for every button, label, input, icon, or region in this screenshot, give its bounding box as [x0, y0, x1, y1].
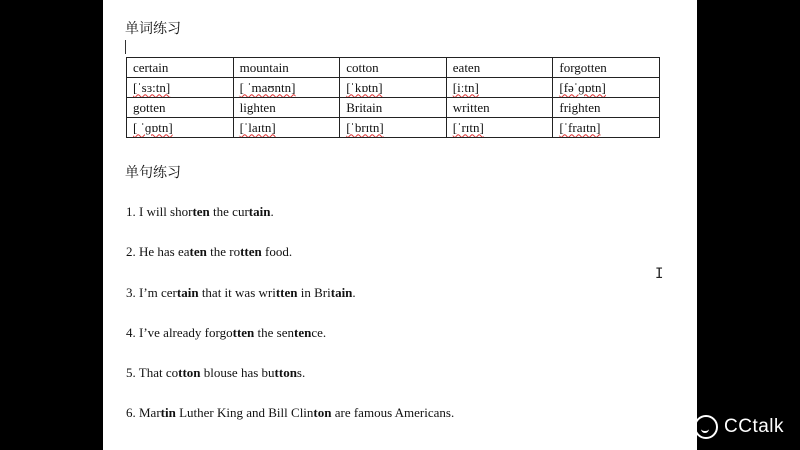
- bold-segment: ten: [294, 325, 312, 340]
- table-cell: [340, 58, 447, 78]
- vocab-heading: 单词练习: [125, 21, 181, 37]
- table-cell: [446, 58, 553, 78]
- text-segment: 1. I will shor: [126, 204, 193, 219]
- word-text: written: [452, 99, 490, 115]
- phonetic-text: [ˈrɪtn]: [452, 119, 484, 135]
- table-cell: [340, 98, 447, 118]
- cctalk-logo-text: CCtalk: [724, 416, 785, 437]
- table-cell: [127, 58, 234, 78]
- phonetic-text: [fəˈɡɒtn]: [559, 79, 606, 95]
- bold-segment: tton: [274, 365, 297, 380]
- table-cell: [446, 78, 553, 98]
- text-segment: .: [352, 285, 356, 300]
- word-text: mountain: [239, 59, 289, 75]
- bold-segment: ten: [192, 204, 210, 219]
- text-segment: the cur: [209, 204, 249, 219]
- table-cell: [340, 118, 447, 138]
- cctalk-watermark: [694, 411, 784, 443]
- phonetic-text: [ˈsɜ:tn]: [133, 79, 171, 95]
- bold-segment: ton: [313, 405, 332, 420]
- word-text: frighten: [559, 99, 601, 115]
- text-segment: that it was wri: [198, 285, 276, 300]
- word-text: gotten: [133, 99, 166, 115]
- vocab-table: [126, 57, 660, 138]
- bold-segment: ten: [189, 244, 207, 259]
- table-cell: [446, 118, 553, 138]
- table-row: [127, 58, 660, 78]
- table-cell: [233, 58, 340, 78]
- word-text: Britain: [346, 99, 383, 115]
- document-page[interactable]: [103, 0, 697, 450]
- table-row: [127, 78, 660, 98]
- phonetic-text: [ ˈɡɒtn]: [133, 119, 173, 135]
- sentence-line: [126, 244, 292, 260]
- sentence-line: [126, 365, 305, 381]
- word-text: eaten: [452, 59, 481, 75]
- bold-segment: tton: [178, 365, 201, 380]
- table-cell: [233, 118, 340, 138]
- bold-segment: tain: [248, 204, 271, 219]
- table-cell: [553, 58, 660, 78]
- table-row: [127, 98, 660, 118]
- cctalk-logo-icon: [694, 415, 718, 439]
- phonetic-text: [ˈbrɪtn]: [346, 119, 384, 135]
- sentence-line: [126, 204, 274, 220]
- text-segment: 5. That co: [126, 365, 179, 380]
- table-cell: [127, 78, 234, 98]
- table-row: [127, 118, 660, 138]
- phonetic-text: [ˈfraɪtn]: [559, 119, 601, 135]
- phonetic-text: [ ˈmaʊntn]: [239, 79, 296, 95]
- table-cell: [553, 118, 660, 138]
- phonetic-text: [ˈkɒtn]: [346, 79, 383, 95]
- phonetic-text: [ˈlaɪtn]: [239, 119, 276, 135]
- bold-segment: tten: [240, 244, 262, 259]
- bold-segment: tain: [176, 285, 199, 300]
- phonetic-text: [iːtn]: [452, 79, 479, 95]
- sentence-line: [126, 325, 326, 341]
- word-text: lighten: [239, 99, 276, 115]
- text-segment: 4. I’ve already forgo: [126, 325, 233, 340]
- sentence-line: [126, 285, 356, 301]
- sentence-line: [126, 405, 454, 421]
- bold-segment: tin: [160, 405, 176, 420]
- text-segment: s.: [296, 365, 306, 380]
- bold-segment: tten: [232, 325, 255, 340]
- table-cell: [553, 78, 660, 98]
- word-text: cotton: [346, 59, 379, 75]
- ibeam-cursor-icon: I: [655, 266, 664, 282]
- text-segment: are famous Americans.: [331, 405, 455, 420]
- text-segment: ce.: [311, 325, 327, 340]
- text-segment: the sen: [254, 325, 294, 340]
- text-segment: the ro: [206, 244, 241, 259]
- text-segment: in Bri: [297, 285, 331, 300]
- table-cell: [127, 118, 234, 138]
- text-segment: .: [270, 204, 274, 219]
- bold-segment: tain: [330, 285, 353, 300]
- table-cell: [127, 98, 234, 118]
- bold-segment: tten: [275, 285, 298, 300]
- word-text: certain: [133, 59, 169, 75]
- text-segment: blouse has bu: [200, 365, 275, 380]
- table-cell: [446, 98, 553, 118]
- table-cell: [340, 78, 447, 98]
- table-cell: [553, 98, 660, 118]
- word-text: forgotten: [559, 59, 607, 75]
- text-segment: 3. I’m cer: [126, 285, 177, 300]
- text-segment: 6. Mar: [126, 405, 161, 420]
- sentence-heading: 单句练习: [125, 165, 181, 181]
- text-segment: 2. He has ea: [126, 244, 190, 259]
- table-cell: [233, 98, 340, 118]
- text-caret: [125, 40, 126, 54]
- table-cell: [233, 78, 340, 98]
- text-segment: food.: [261, 244, 293, 259]
- text-segment: Luther King and Bill Clin: [175, 405, 314, 420]
